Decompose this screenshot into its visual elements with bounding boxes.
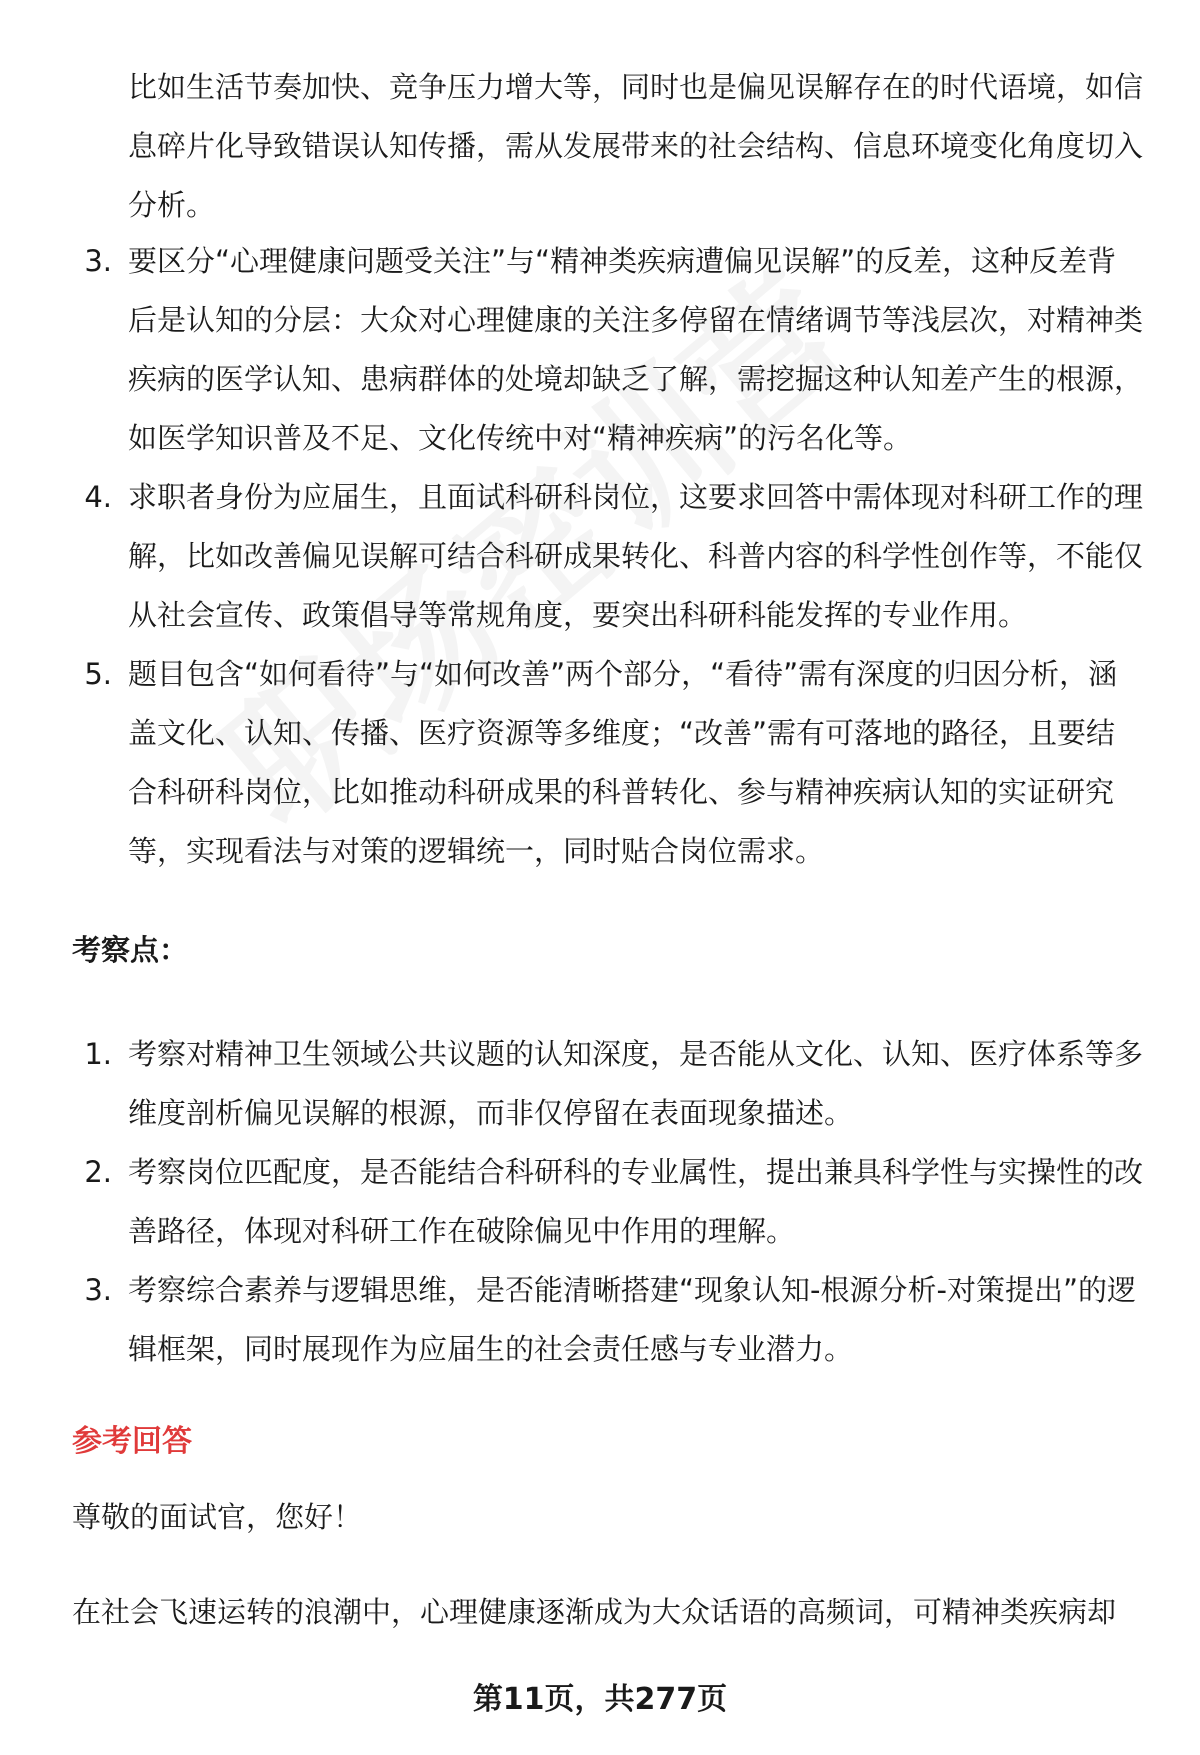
list-item (72, 468, 1143, 645)
section-heading-reference-answer: 参考回答 (72, 1424, 192, 1459)
list-text: 考察岗位匹配度，是否能结合科研科的专业属性，提出兼具科学性与实操性的改善路径，体现对科研工作在破除偏见中作用的理解。 (128, 1155, 1144, 1248)
list-number: 3. (84, 1273, 112, 1307)
page-number-footer: 第11页，共277页 (472, 1682, 728, 1717)
list-number: 2. (84, 1155, 112, 1189)
analysis-list (72, 232, 1143, 881)
list-number: 5. (84, 657, 112, 691)
list-text: 求职者身份为应届生，且面试科研科岗位，这要求回答中需体现对科研工作的理解，比如改善偏见误解可结合科研成果转化、科普内容的科学性创作等，不能仅从社会宣传、政策倡导等常规角度，要突出科研科能发挥的专业作用。 (128, 480, 1144, 632)
list-text: 考察综合素养与逻辑思维，是否能清晰搭建“现象认知-根源分析-对策提出”的逻辑框架，同时展现作为应届生的社会责任感与专业潜力。 (128, 1273, 1136, 1366)
answer-paragraph: 在社会飞速运转的浪潮中，心理健康逐渐成为大众话语的高频词，可精神类疾病却 (72, 1595, 1117, 1629)
list-item (72, 1261, 1143, 1379)
greeting: 尊敬的面试官，您好！ (72, 1500, 363, 1534)
list-item (72, 1143, 1143, 1261)
list-text: 考察对精神卫生领域公共议题的认知深度，是否能从文化、认知、医疗体系等多维度剖析偏见误解的根源，而非仅停留在表面现象描述。 (128, 1037, 1144, 1130)
list-item (72, 645, 1143, 881)
section-heading-kaochadian: 考察点： (72, 933, 189, 967)
list-item (72, 232, 1143, 468)
list-item-continuation: 比如生活节奏加快、竞争压力增大等，同时也是偏见误解存在的时代语境，如信息碎片化导致错误认知传播，需从发展带来的社会结构、信息环境变化角度切入分析。 (128, 70, 1144, 222)
assessment-points-list (72, 1025, 1143, 1379)
list-number: 3. (84, 244, 112, 278)
list-number: 1. (84, 1037, 112, 1071)
list-text: 题目包含“如何看待”与“如何改善”两个部分，“看待”需有深度的归因分析，涵盖文化、认知、传播、医疗资源等多维度；“改善”需有可落地的路径，且要结合科研科岗位，比如推动科研成果的科普转化、参与精神疾病认知的实证研究等，实现看法与对策的逻辑统一，同时贴合岗位需求。 (128, 657, 1118, 868)
list-item (72, 1025, 1143, 1143)
list-text: 要区分“心理健康问题受关注”与“精神类疾病遭偏见误解”的反差，这种反差背后是认知的分层：大众对心理健康的关注多停留在情绪调节等浅层次，对精神类疾病的医学认知、患病群体的处境却缺乏了解，需挖掘这种认知差产生的根源，如医学知识普及不足、文化传统中对“精神疾病”的污名化等。 (128, 244, 1144, 455)
list-number: 4. (84, 480, 112, 514)
